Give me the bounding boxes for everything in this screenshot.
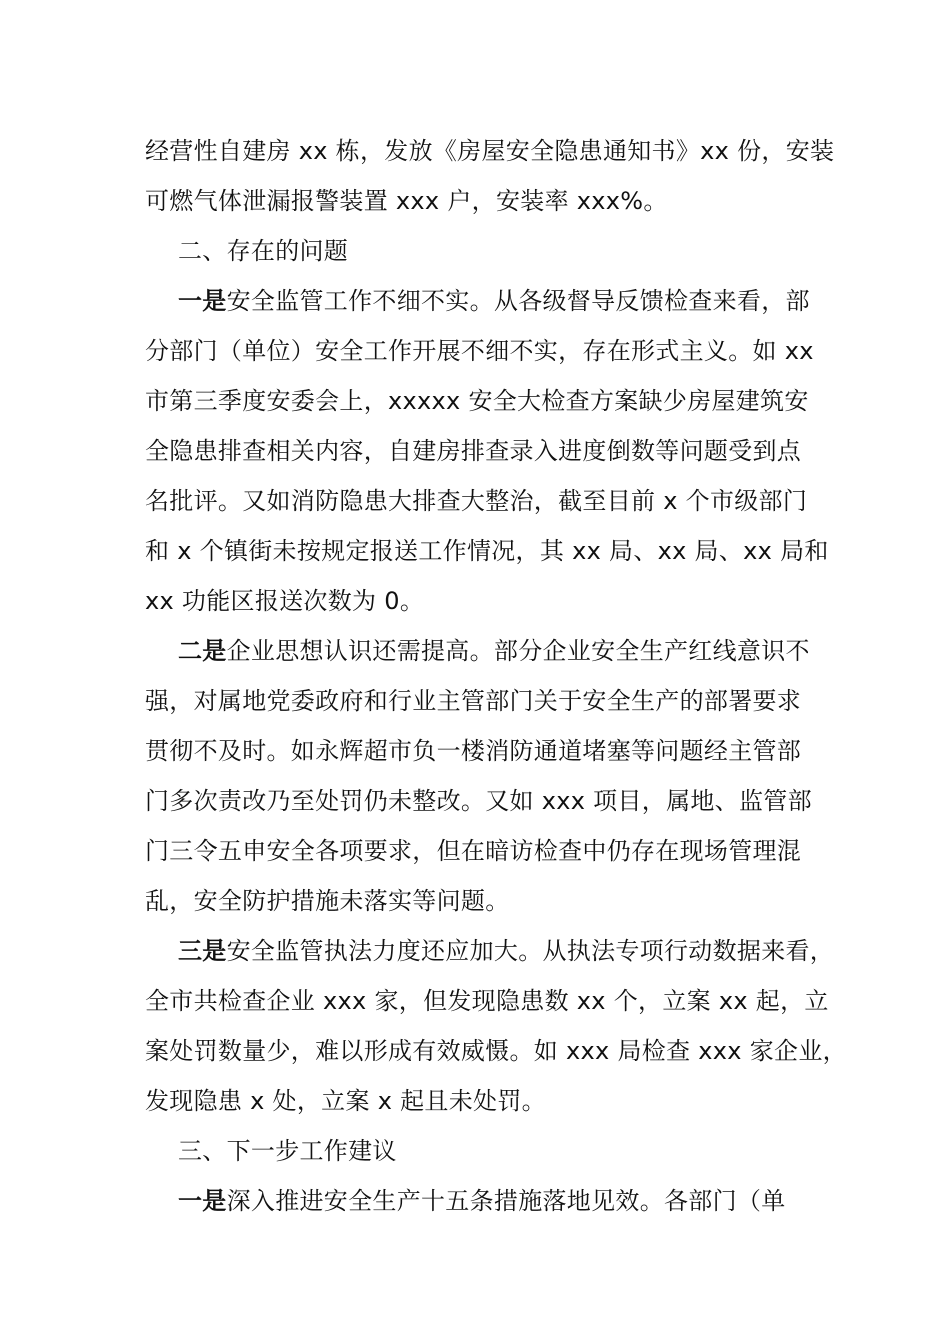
body-text: 安全监管工作不细不实。从各级督导反馈检查来看，部 [226,287,810,315]
body-text-line: 案处罚数量少，难以形成有效威慑。如 xxx 局检查 xxx 家企业， [145,1037,847,1065]
paragraph-first-line [0,284,950,318]
body-text-line: 门多次责改乃至处罚仍未整改。又如 xxx 项目，属地、监管部 [145,787,812,815]
body-text-line: 乱，安全防护措施未落实等问题。 [145,887,510,915]
paragraph-first-line [0,634,950,668]
body-text-line: 分部门（单位）安全工作开展不细不实，存在形式主义。如 xx [145,337,814,365]
body-text-line: 强，对属地党委政府和行业主管部门关于安全生产的部署要求 [145,687,802,715]
paragraph-lead: 一是 [178,1187,227,1215]
body-text-line: 和 x 个镇街未按规定报送工作情况，其 xx 局、xx 局、xx 局和 [145,537,829,565]
paragraph-lead: 二是 [178,637,227,665]
section-heading: 二、存在的问题 [178,237,349,265]
section-heading: 三、下一步工作建议 [178,1137,397,1165]
body-text-line: 发现隐患 x 处，立案 x 起且未处罚。 [145,1087,546,1115]
body-text-line: 贯彻不及时。如永辉超市负一楼消防通道堵塞等问题经主管部 [145,737,802,765]
body-text-line: 名批评。又如消防隐患大排查大整治，截至目前 x 个市级部门 [145,487,808,515]
paragraph-first-line [0,1184,950,1218]
body-text-line: 全隐患排查相关内容，自建房排查录入进度倒数等问题受到点 [145,437,802,465]
paragraph-lead: 三是 [178,937,227,965]
body-text-line: xx 功能区报送次数为 0。 [145,587,425,615]
paragraph-lead: 一是 [178,287,227,315]
body-text: 安全监管执法力度还应加大。从执法专项行动数据来看， [226,937,835,965]
paragraph-first-line [0,934,950,968]
body-text-line: 可燃气体泄漏报警装置 xxx 户，安装率 xxx%。 [145,187,668,215]
body-text: 企业思想认识还需提高。部分企业安全生产红线意识不 [226,637,810,665]
body-text-line: 经营性自建房 xx 栋，发放《房屋安全隐患通知书》xx 份，安装 [145,137,835,165]
body-text-line: 全市共检查企业 xxx 家，但发现隐患数 xx 个，立案 xx 起，立 [145,987,829,1015]
body-text: 深入推进安全生产十五条措施落地见效。各部门（单 [226,1187,786,1215]
body-text-line: 门三令五申安全各项要求，但在暗访检查中仍存在现场管理混 [145,837,802,865]
body-text-line: 市第三季度安委会上，xxxxx 安全大检查方案缺少房屋建筑安 [145,387,809,415]
